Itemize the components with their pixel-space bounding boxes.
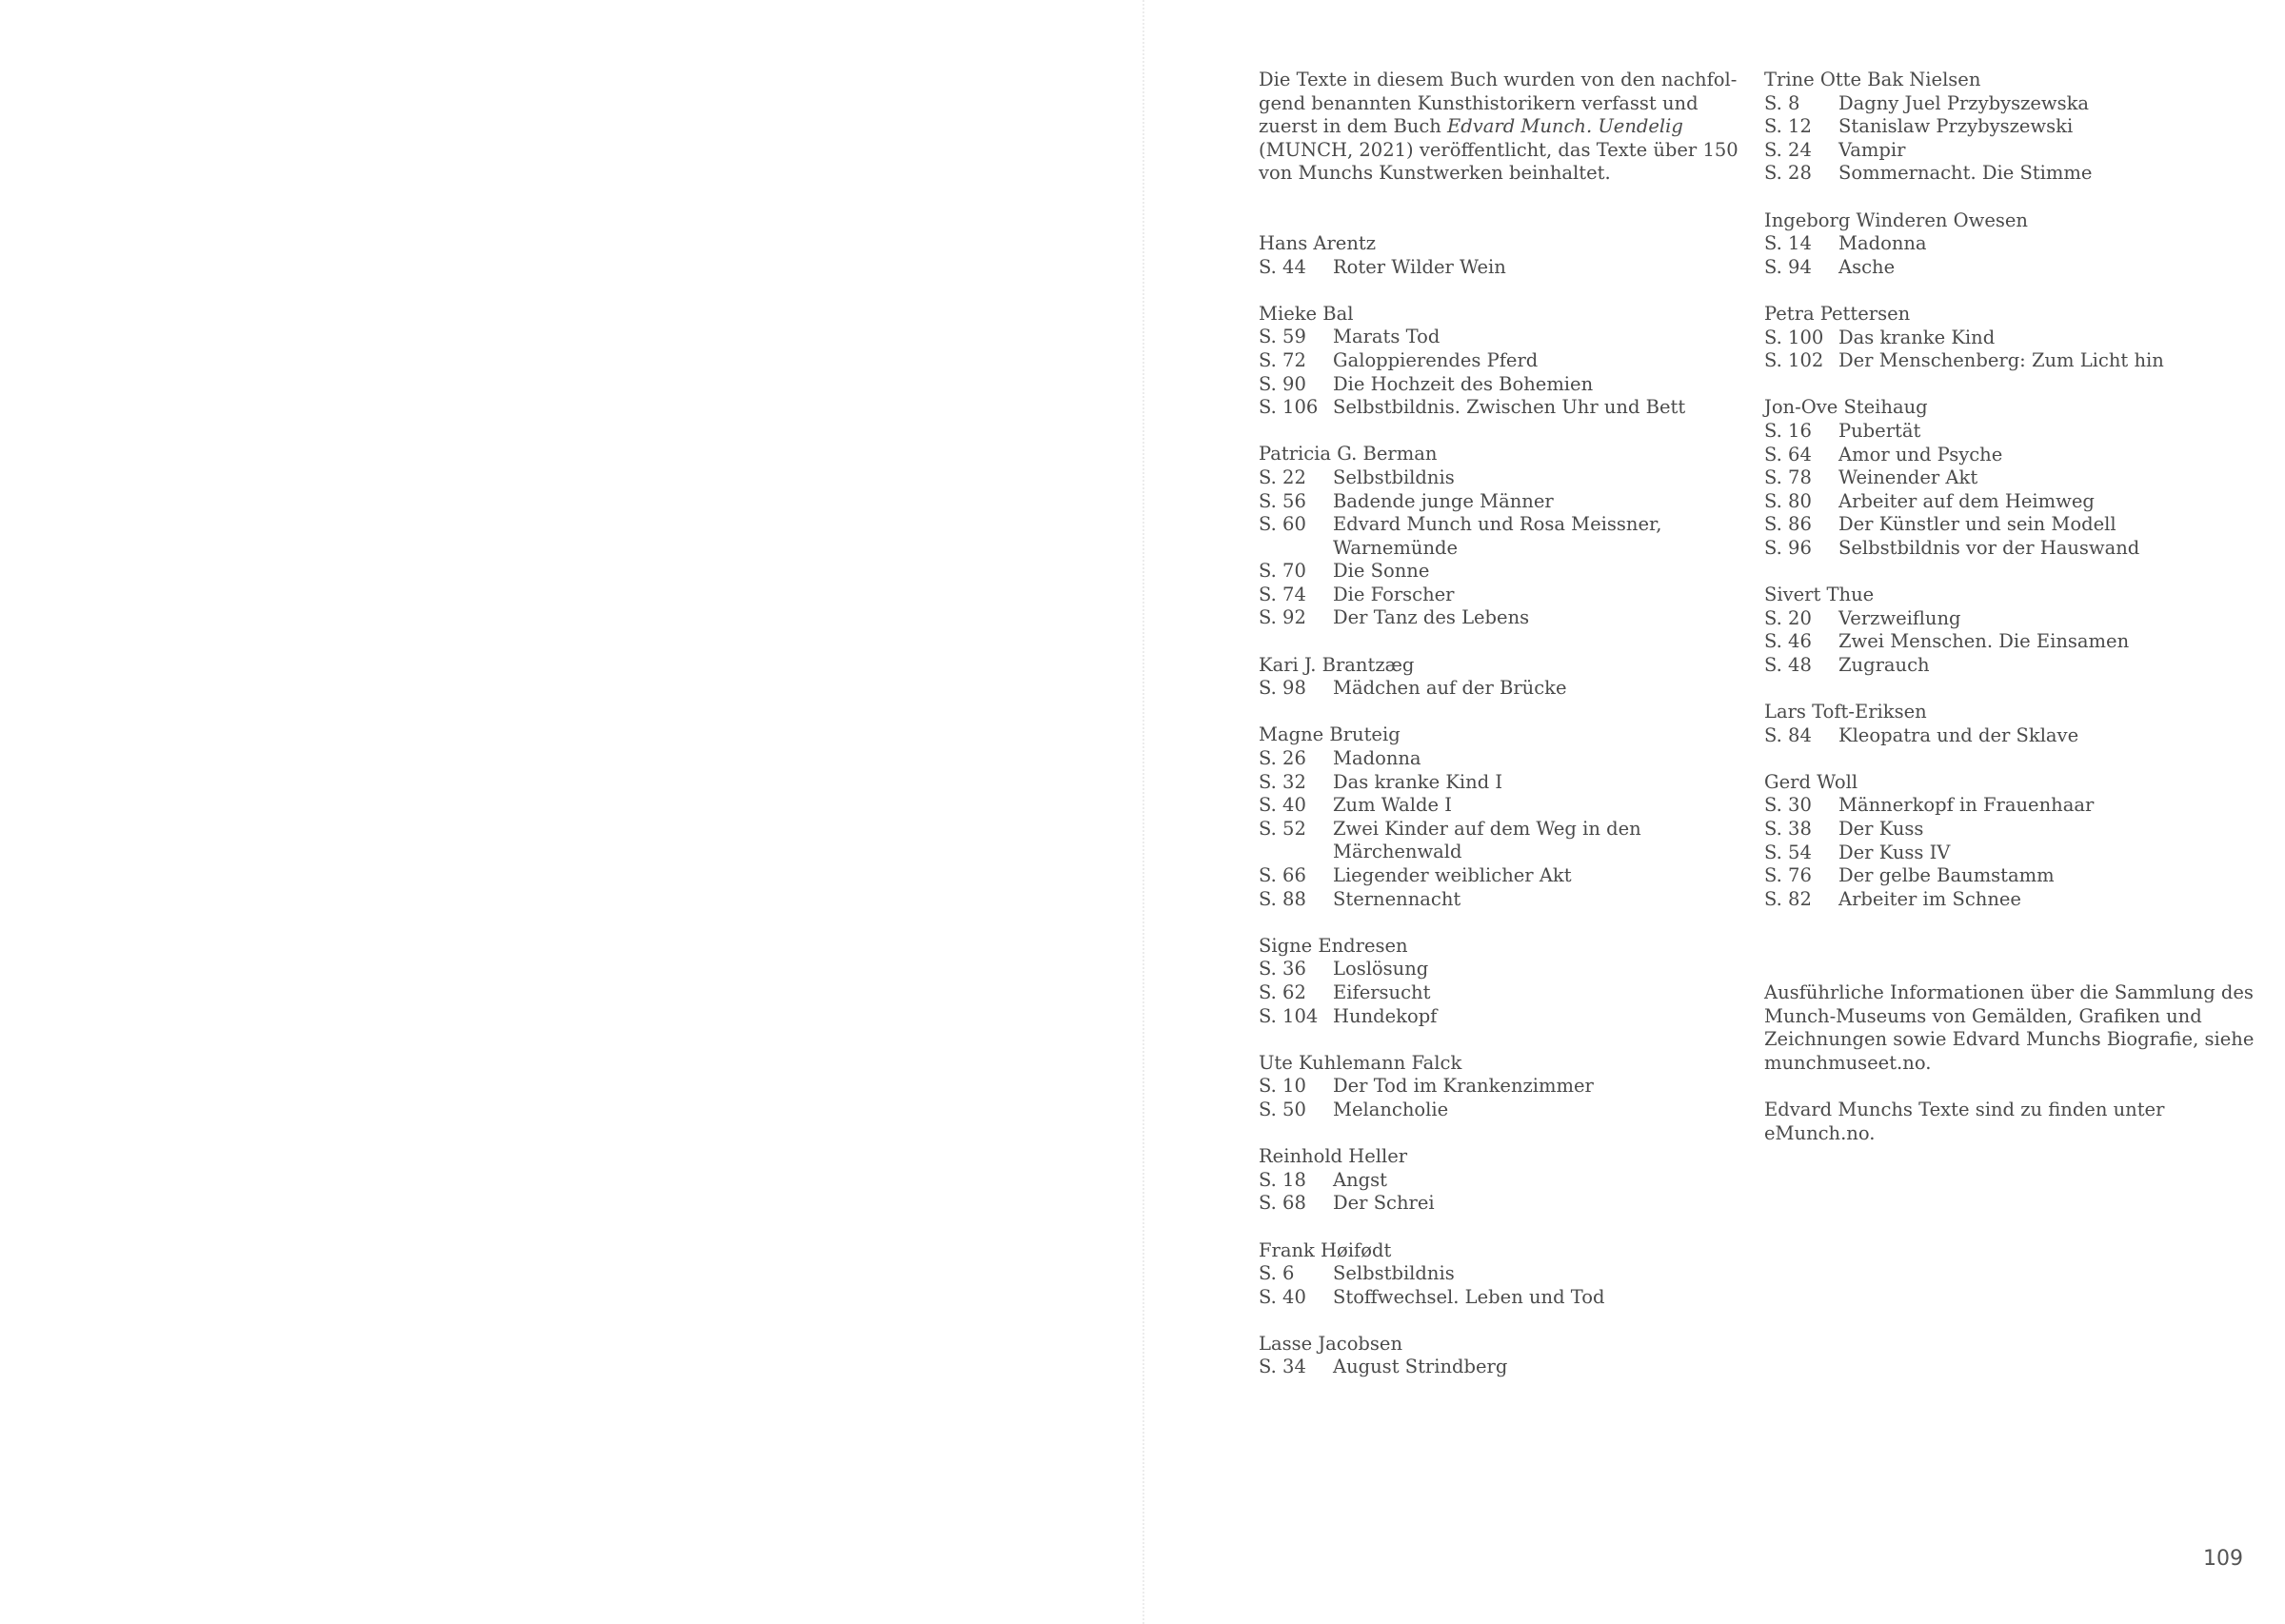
artwork-entry — [1764, 327, 2259, 350]
artwork-entry — [1259, 888, 1754, 912]
page-reference: S. 34 — [1259, 1356, 1306, 1378]
author-group — [1259, 723, 1754, 911]
page-reference: S. 44 — [1259, 255, 1306, 278]
artwork-title: Badende junge Männer — [1333, 489, 1554, 512]
artwork-entry — [1764, 607, 2259, 631]
page-reference: S. 98 — [1259, 677, 1306, 700]
page-reference: S. 30 — [1764, 794, 1812, 817]
page-reference: S. 88 — [1259, 887, 1306, 910]
page-reference: S. 6 — [1259, 1262, 1295, 1285]
page-reference: S. 100 — [1764, 326, 1824, 348]
artwork-entry — [1259, 326, 1754, 349]
artwork-entry — [1259, 466, 1754, 490]
artwork-entry — [1764, 654, 2259, 678]
page-reference: S. 80 — [1764, 489, 1812, 512]
artwork-title: Selbstbildnis — [1333, 1262, 1455, 1285]
artwork-entry — [1259, 1169, 1754, 1193]
artwork-entry — [1259, 1075, 1754, 1099]
page-reference: S. 10 — [1259, 1075, 1306, 1098]
artwork-title: Der Schrei — [1333, 1192, 1435, 1215]
artwork-title: August Strindberg — [1333, 1356, 1508, 1378]
author-group — [1259, 232, 1754, 279]
artwork-entry — [1259, 1005, 1754, 1029]
artwork-title: Galoppierendes Pferd — [1333, 348, 1539, 371]
artwork-entry — [1259, 864, 1754, 888]
left-page-blank — [0, 0, 1142, 1624]
author-group — [1764, 303, 2259, 373]
left-column — [1259, 69, 1754, 1403]
artwork-title: Sternennacht — [1333, 887, 1461, 910]
left-author-list — [1259, 232, 1754, 1379]
page-reference: S. 24 — [1764, 138, 1812, 161]
page-reference: S. 59 — [1259, 326, 1306, 348]
artwork-title: Angst — [1333, 1168, 1387, 1191]
page-reference: S. 40 — [1259, 794, 1306, 817]
page-reference: S. 68 — [1259, 1192, 1306, 1215]
page-reference: S. 40 — [1259, 1285, 1306, 1308]
artwork-entry — [1259, 677, 1754, 701]
artwork-title: Pubertät — [1838, 419, 1921, 442]
page-reference: S. 56 — [1259, 489, 1306, 512]
artwork-title: Selbstbildnis vor der Hauswand — [1838, 536, 2140, 559]
page-reference: S. 12 — [1764, 115, 1812, 138]
artwork-title: Melancholie — [1333, 1098, 1449, 1120]
page-reference: S. 86 — [1764, 513, 1812, 536]
artwork-title: Madonna — [1838, 232, 1927, 255]
artwork-entry — [1764, 115, 2259, 139]
artwork-title: Der Tanz des Lebens — [1333, 606, 1530, 629]
artwork-entry — [1764, 92, 2259, 116]
intro-text-before: Die Texte in diesem Buch wurden von den nachfolgend benannten Kunsthistorikern verfasst und zuerst in dem Buch — [1259, 69, 1738, 138]
artwork-title: Der gelbe Baumstamm — [1838, 864, 2055, 887]
artwork-title: Zum Walde I — [1333, 794, 1452, 817]
artwork-entry — [1764, 444, 2259, 467]
author-group — [1764, 584, 2259, 677]
artwork-entry — [1764, 162, 2259, 186]
page-reference: S. 46 — [1764, 630, 1812, 653]
artwork-entry — [1259, 1262, 1754, 1286]
artwork-title: Stanislaw Przybyszewski — [1838, 115, 2074, 138]
artwork-title: Liegender weiblicher Akt — [1333, 864, 1572, 886]
artwork-title: Selbstbildnis — [1333, 465, 1455, 488]
author-name: Trine Otte Bak Nielsen — [1764, 69, 1981, 90]
page-reference: S. 94 — [1764, 255, 1812, 278]
intro-book-title: Edvard Munch. Uendelig — [1447, 115, 1683, 138]
page-reference: S. 26 — [1259, 747, 1306, 770]
author-group — [1259, 1145, 1754, 1216]
author-name: Ingeborg Winderen Owesen — [1764, 208, 2028, 231]
page-reference: S. 16 — [1764, 419, 1812, 442]
author-name: Sivert Thue — [1764, 584, 1875, 606]
artwork-title: Edvard Munch und Rosa Meissner, Warnemünde — [1333, 513, 1662, 559]
artwork-title: Die Hochzeit des Bohemien — [1333, 372, 1594, 395]
artwork-title: Zugrauch — [1838, 653, 1930, 676]
artwork-title: Hundekopf — [1333, 1004, 1438, 1027]
page-reference: S. 50 — [1259, 1098, 1306, 1120]
author-name: Lars Toft-Eriksen — [1764, 701, 1927, 723]
artwork-title: Madonna — [1333, 747, 1421, 770]
author-name: Frank Høifødt — [1259, 1238, 1392, 1261]
author-name: Jon-Ove Steihaug — [1764, 396, 1928, 419]
right-page — [1142, 0, 2285, 1624]
artwork-entry — [1764, 232, 2259, 256]
artwork-title: Das kranke Kind I — [1333, 770, 1503, 793]
page-reference: S. 72 — [1259, 348, 1306, 371]
artwork-title: Der Künstler und sein Modell — [1838, 513, 2116, 536]
artwork-title: Zwei Menschen. Die Einsamen — [1838, 630, 2130, 653]
artwork-entry — [1259, 256, 1754, 280]
page-reference: S. 70 — [1259, 560, 1306, 583]
author-name: Reinhold Heller — [1259, 1145, 1408, 1168]
right-author-list — [1764, 69, 2259, 911]
author-group — [1259, 1052, 1754, 1122]
page-reference: S. 54 — [1764, 841, 1812, 863]
author-group — [1259, 1239, 1754, 1310]
artwork-entry — [1764, 864, 2259, 888]
artwork-title: Loslösung — [1333, 958, 1429, 980]
artwork-entry — [1764, 513, 2259, 537]
page-reference: S. 82 — [1764, 887, 1812, 910]
artwork-entry — [1764, 818, 2259, 842]
page-reference: S. 84 — [1764, 723, 1812, 746]
author-group — [1764, 396, 2259, 560]
author-group — [1259, 443, 1754, 630]
artwork-title: Der Tod im Krankenzimmer — [1333, 1075, 1594, 1098]
artwork-entry — [1764, 724, 2259, 748]
artwork-title: Stoffwechsel. Leben und Tod — [1333, 1285, 1605, 1308]
artwork-entry — [1764, 466, 2259, 490]
artwork-entry — [1764, 842, 2259, 865]
artwork-entry — [1764, 537, 2259, 561]
artwork-title: Dagny Juel Przybyszewska — [1838, 91, 2090, 114]
artwork-entry — [1259, 513, 1754, 560]
artwork-entry — [1259, 584, 1754, 607]
artwork-entry — [1764, 794, 2259, 818]
page-reference: S. 8 — [1764, 91, 1800, 114]
page-reference: S. 74 — [1259, 583, 1306, 605]
artwork-title: Marats Tod — [1333, 326, 1441, 348]
artwork-title: Männerkopf in Frauenhaar — [1838, 794, 2095, 817]
right-column — [1764, 69, 2259, 1169]
page-reference: S. 104 — [1259, 1004, 1319, 1027]
artwork-entry — [1764, 888, 2259, 912]
artwork-entry — [1259, 747, 1754, 771]
artwork-title: Sommernacht. Die Stimme — [1838, 162, 2093, 185]
page-reference: S. 18 — [1259, 1168, 1306, 1191]
artwork-title: Der Kuss IV — [1838, 841, 1951, 863]
artwork-entry — [1764, 139, 2259, 163]
artwork-title: Eifersucht — [1333, 980, 1431, 1003]
artwork-title: Weinender Akt — [1838, 466, 1978, 489]
spacer — [1764, 935, 2259, 981]
page-reference: S. 102 — [1764, 349, 1824, 372]
page-reference: S. 22 — [1259, 465, 1306, 488]
author-group — [1764, 701, 2259, 747]
artwork-title: Kleopatra und der Sklave — [1838, 723, 2079, 746]
artwork-title: Der Kuss — [1838, 818, 1924, 840]
page-reference: S. 32 — [1259, 770, 1306, 793]
artwork-entry — [1764, 420, 2259, 444]
author-group — [1764, 69, 2259, 186]
author-name: Signe Endresen — [1259, 934, 1408, 957]
author-group — [1764, 209, 2259, 280]
author-name: Petra Pettersen — [1764, 302, 1911, 325]
artwork-title: Zwei Kinder auf dem Weg in den Märchenwald — [1333, 817, 1641, 863]
author-group — [1259, 654, 1754, 701]
author-name: Hans Arentz — [1259, 231, 1377, 254]
page-reference: S. 78 — [1764, 466, 1812, 489]
author-group — [1259, 1333, 1754, 1379]
page-reference: S. 106 — [1259, 396, 1319, 419]
page-reference: S. 92 — [1259, 606, 1306, 629]
author-name: Lasse Jacobsen — [1259, 1332, 1403, 1355]
author-name: Kari J. Brantzæg — [1259, 653, 1415, 676]
artwork-entry — [1259, 771, 1754, 795]
artwork-entry — [1764, 349, 2259, 373]
artwork-title: Die Forscher — [1333, 583, 1455, 605]
page-reference: S. 96 — [1764, 536, 1812, 559]
artwork-entry — [1259, 958, 1754, 981]
author-name: Patricia G. Berman — [1259, 443, 1438, 465]
artwork-entry — [1259, 1286, 1754, 1310]
author-group — [1764, 771, 2259, 912]
page-reference: S. 90 — [1259, 372, 1306, 395]
page-reference: S. 20 — [1764, 606, 1812, 629]
page-reference: S. 76 — [1764, 864, 1812, 887]
artwork-title: Der Menschenberg: Zum Licht hin — [1838, 349, 2164, 372]
info-paragraph-collection: Ausführliche Informationen über die Sammlung des Munch-Museums von Gemälden, Grafiken und Zeichnungen sowie Edvard Munchs Biografie, siehe munchmuseet.no. — [1764, 980, 2255, 1074]
page-reference: S. 64 — [1764, 443, 1812, 465]
artwork-entry — [1259, 373, 1754, 397]
artwork-title: Vampir — [1838, 138, 1906, 161]
page-reference: S. 52 — [1259, 817, 1306, 840]
artwork-entry — [1259, 560, 1754, 584]
artwork-entry — [1259, 981, 1754, 1005]
page-reference: S. 38 — [1764, 818, 1812, 840]
artwork-title: Arbeiter im Schnee — [1838, 887, 2021, 910]
author-name: Magne Bruteig — [1259, 723, 1401, 746]
author-name: Mieke Bal — [1259, 302, 1354, 325]
artwork-title: Selbstbildnis. Zwischen Uhr und Bett — [1333, 396, 1686, 419]
intro-paragraph — [1259, 69, 1754, 186]
artwork-entry — [1764, 256, 2259, 280]
page-reference: S. 60 — [1259, 513, 1306, 536]
artwork-title: Roter Wilder Wein — [1333, 255, 1506, 278]
artwork-entry — [1259, 490, 1754, 514]
artwork-title: Amor und Psyche — [1838, 443, 2003, 465]
page-number: 109 — [2203, 1547, 2243, 1571]
artwork-title: Asche — [1838, 255, 1896, 278]
page-reference: S. 36 — [1259, 958, 1306, 980]
artwork-entry — [1259, 794, 1754, 818]
artwork-entry — [1259, 396, 1754, 420]
author-group — [1259, 303, 1754, 420]
artwork-entry — [1259, 1356, 1754, 1379]
artwork-title: Das kranke Kind — [1838, 326, 1996, 348]
artwork-title: Die Sonne — [1333, 560, 1430, 583]
info-paragraph-texts: Edvard Munchs Texte sind zu finden unter eMunch.no. — [1764, 1098, 2165, 1144]
artwork-entry — [1259, 606, 1754, 630]
author-name: Gerd Woll — [1764, 770, 1858, 793]
page-reference: S. 48 — [1764, 653, 1812, 676]
author-name: Ute Kuhlemann Falck — [1259, 1051, 1462, 1074]
artwork-entry — [1259, 818, 1754, 864]
page-reference: S. 62 — [1259, 980, 1306, 1003]
artwork-entry — [1259, 1192, 1754, 1216]
artwork-title: Verzweiflung — [1838, 606, 1961, 629]
artwork-entry — [1764, 630, 2259, 654]
artwork-entry — [1259, 349, 1754, 373]
page-reference: S. 14 — [1764, 232, 1812, 255]
artwork-title: Arbeiter auf dem Heimweg — [1838, 489, 2095, 512]
page-reference: S. 66 — [1259, 864, 1306, 886]
intro-text-after: (MUNCH, 2021) veröffentlicht, das Texte über 150 von Munchs Kunstwerken beinhaltet. — [1259, 138, 1739, 185]
author-group — [1259, 935, 1754, 1028]
artwork-title: Mädchen auf der Brücke — [1333, 677, 1567, 700]
page-reference: S. 28 — [1764, 162, 1812, 185]
artwork-entry — [1259, 1099, 1754, 1122]
artwork-entry — [1764, 490, 2259, 514]
